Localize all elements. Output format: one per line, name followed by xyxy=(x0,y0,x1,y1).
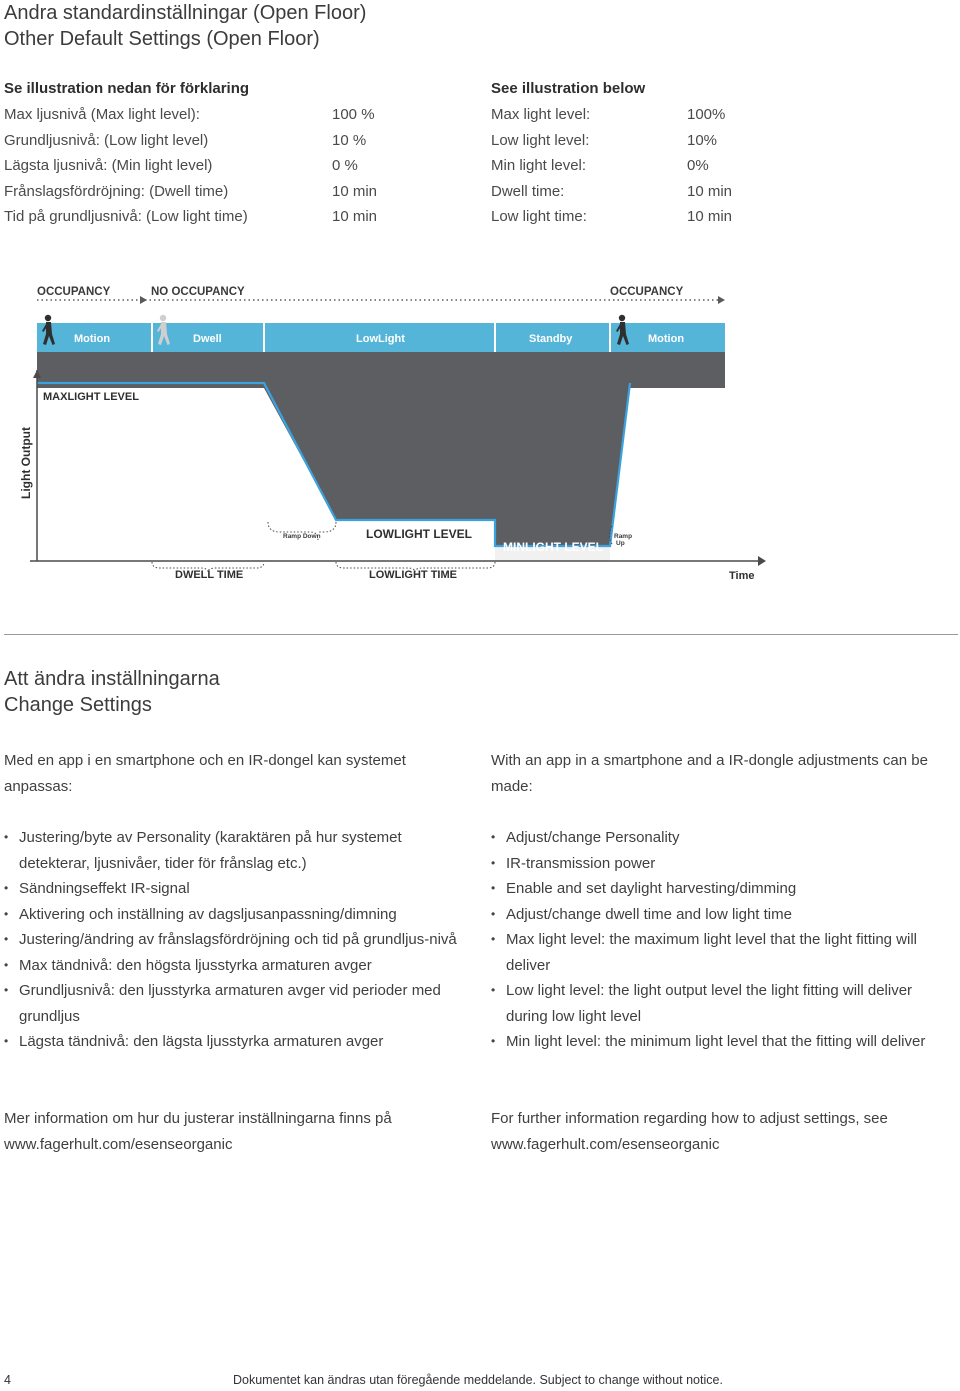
setting-label: Grundljusnivå: (Low light level) xyxy=(4,131,209,149)
setting-value: 10 min xyxy=(687,208,733,225)
setting-label: Dwell time: xyxy=(491,182,565,200)
list-item: • Max tändnivå: den högsta ljusstyrka armaturen avger xyxy=(4,953,460,979)
dwell-time-label: DWELL TIME xyxy=(175,569,244,581)
setting-value: 10 min xyxy=(332,182,378,200)
setting-label: Low light level: xyxy=(491,131,590,149)
setting-value: 10 % xyxy=(332,131,367,149)
bullet-list-sv xyxy=(4,825,460,1055)
page-number: 4 xyxy=(4,1373,11,1387)
list-item: • Lägsta tändnivå: den lägsta ljusstyrka armaturen avger xyxy=(4,1029,460,1055)
setting-label: Frånslagsfördröjning: (Dwell time) xyxy=(4,182,229,200)
time-axis-label: Time xyxy=(729,570,755,582)
setting-value: 10% xyxy=(687,131,718,149)
maxlight-level-label: MAXLIGHT LEVEL xyxy=(43,391,139,403)
settings-heading-sv: Se illustration nedan för förklaring xyxy=(4,80,250,97)
setting-value: 100 % xyxy=(332,106,375,123)
list-item: • IR-transmission power xyxy=(491,851,957,877)
intro-sv: Med en app i en smartphone och en IR-dongel kan systemet anpassas: xyxy=(4,752,406,795)
list-item: • Adjust/change Personality xyxy=(491,825,957,851)
occupancy-label: OCCUPANCY xyxy=(37,286,111,298)
list-item: • Max light level: the maximum light level that the light fitting will deliver xyxy=(491,927,957,978)
change-settings-title xyxy=(4,666,220,718)
title-line-en: Other Default Settings (Open Floor) xyxy=(4,28,320,50)
setting-label: Max light level: xyxy=(491,106,591,123)
footer-note: Dokumentet kan ändras utan föregående meddelande. Subject to change without notice. xyxy=(233,1373,723,1387)
list-item: • Grundljusnivå: den ljusstyrka armaturen avger vid perioder med grundljus xyxy=(4,978,460,1029)
list-item: • Justering/ändring av frånslagsfördröjning och tid på grundljus-nivå xyxy=(4,927,460,953)
setting-label: Max ljusnivå (Max light level): xyxy=(4,106,200,123)
lowlight-level-label: LOWLIGHT LEVEL xyxy=(366,527,472,541)
phase-label: LowLight xyxy=(356,333,405,345)
title-line-sv: Andra standardinställningar (Open Floor) xyxy=(4,2,367,24)
ramp-down-label: Ramp Down xyxy=(283,533,321,540)
setting-label: Low light time: xyxy=(491,208,587,225)
ramp-up-label: Ramp xyxy=(614,533,633,540)
bullet-list-en xyxy=(491,825,957,1055)
list-item: • Low light level: the light output level the light fitting will deliver during low light level xyxy=(491,978,957,1029)
occupancy-label: OCCUPANCY xyxy=(610,286,684,298)
arrow-icon xyxy=(718,296,725,304)
arrow-right-icon xyxy=(758,556,766,566)
list-item: • Enable and set daylight harvesting/dimming xyxy=(491,876,957,902)
setting-value: 10 min xyxy=(687,182,733,200)
phase-label: Standby xyxy=(529,333,573,345)
more-info-en: For further information regarding how to adjust settings, see www.fagerhult.com/esenseorganic xyxy=(491,1110,888,1153)
section-divider xyxy=(4,634,958,635)
list-item: • Justering/byte av Personality (karaktären på hur systemet detekterar, ljusnivåer, tider för frånslag etc.) xyxy=(4,825,460,876)
section-title-en: Change Settings xyxy=(4,694,152,716)
settings-heading-en: See illustration below xyxy=(491,80,646,97)
setting-value: 0 % xyxy=(332,157,358,174)
more-info-sv: Mer information om hur du justerar inställningarna finns på www.fagerhult.com/esenseorganic xyxy=(4,1110,392,1153)
no-occupancy-label: NO OCCUPANCY xyxy=(151,286,245,298)
setting-label: Tid på grundljusnivå: (Low light time) xyxy=(4,208,248,225)
list-item: • Aktivering och inställning av dagsljusanpassning/dimning xyxy=(4,902,460,928)
phase-label: Dwell xyxy=(193,333,222,345)
phase-label: Motion xyxy=(74,333,111,345)
y-axis-label: Light Output xyxy=(19,427,33,499)
minlight-level-label: MINLIGHT LEVEL xyxy=(503,540,603,554)
intro-en: With an app in a smartphone and a IR-dongle adjustments can be made: xyxy=(491,752,928,795)
page-title xyxy=(4,0,366,52)
list-item: • Min light level: the minimum light level that the fitting will deliver xyxy=(491,1029,957,1055)
lowlight-time-label: LOWLIGHT TIME xyxy=(369,569,457,581)
list-item: • Adjust/change dwell time and low light time xyxy=(491,902,957,928)
setting-value: 10 min xyxy=(332,208,378,225)
setting-value: 0% xyxy=(687,157,709,174)
setting-label: Min light level: xyxy=(491,157,587,174)
section-title-sv: Att ändra inställningarna xyxy=(4,668,220,690)
arrow-icon xyxy=(140,296,147,304)
setting-value: 100% xyxy=(687,106,726,123)
occupancy-light-diagram xyxy=(0,270,960,590)
phase-label: Motion xyxy=(648,333,685,345)
ramp-up-label: Up xyxy=(616,540,625,547)
list-item: • Sändningseffekt IR-signal xyxy=(4,876,460,902)
setting-label: Lägsta ljusnivå: (Min light level) xyxy=(4,157,213,174)
